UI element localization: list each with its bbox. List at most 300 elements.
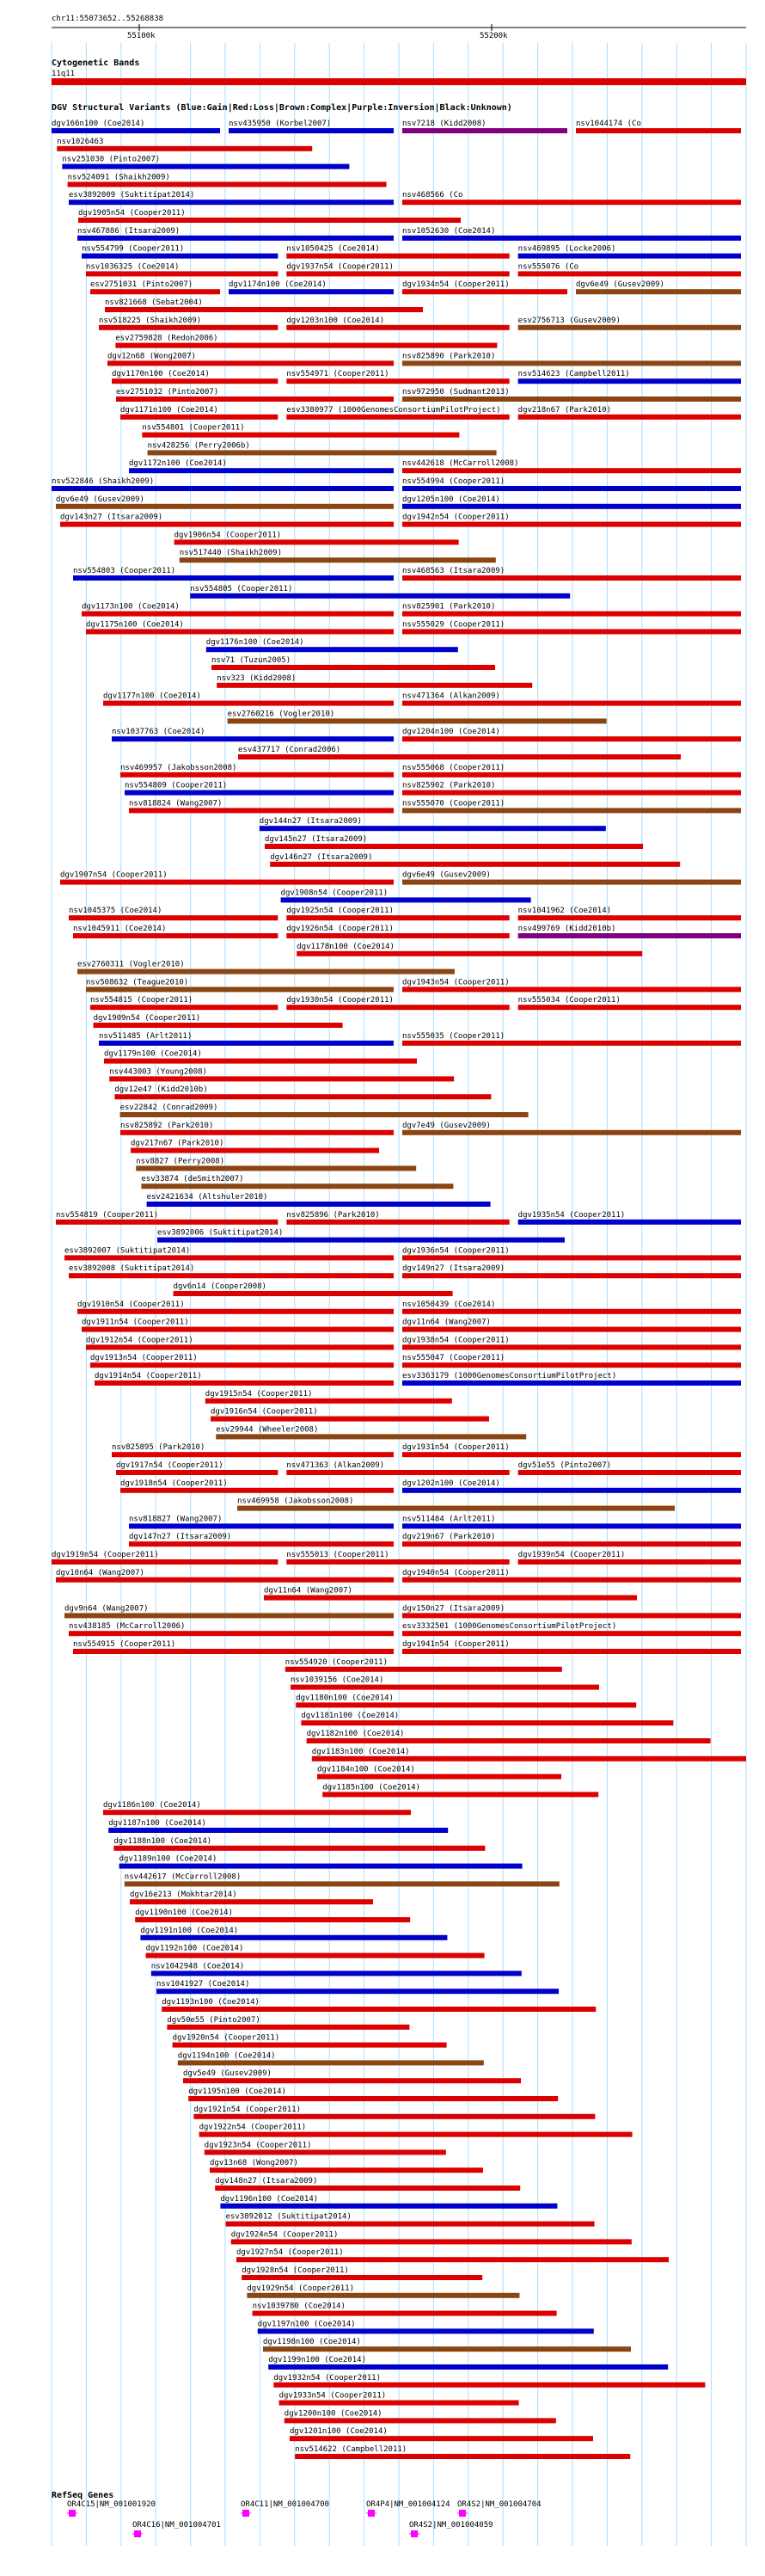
variant-label: dgv1906n54 (Cooper2011) <box>174 531 282 540</box>
variant-feature[interactable] <box>108 1819 448 1833</box>
variant-label: nsv71 (Tuzun2005) <box>211 656 291 665</box>
variant-label: dgv149n27 (Itsara2009) <box>402 1264 505 1274</box>
variant-feature[interactable] <box>253 2302 557 2316</box>
variant-feature[interactable] <box>312 1748 746 1761</box>
variant-label: dgv1910n54 (Cooper2011) <box>77 1300 185 1309</box>
variant-feature[interactable] <box>190 585 570 599</box>
variant-feature[interactable] <box>73 925 278 938</box>
variant-feature[interactable] <box>73 1640 394 1654</box>
variant-feature[interactable] <box>86 620 394 634</box>
variant-feature[interactable] <box>291 1676 599 1690</box>
variant-label: dgv145n27 (Itsara2009) <box>265 835 368 844</box>
variant-label: nsv514623 (Campbell2011) <box>517 370 630 379</box>
variant-feature[interactable] <box>402 1640 741 1654</box>
variant-bar <box>86 987 394 992</box>
variant-label: nsv1045375 (Coe2014) <box>69 907 162 916</box>
variant-feature[interactable] <box>286 317 509 330</box>
variant-bar <box>162 2007 596 2012</box>
variant-feature[interactable] <box>69 1622 394 1636</box>
variant-feature[interactable] <box>402 477 741 491</box>
variant-feature[interactable] <box>307 1730 711 1743</box>
variant-bar <box>114 1094 491 1099</box>
variant-feature[interactable] <box>402 978 741 992</box>
variant-feature[interactable] <box>114 1085 491 1099</box>
variant-label: nsv554920 (Cooper2011) <box>285 1657 389 1667</box>
position-label: chr11:55073652..55268838 <box>52 15 164 23</box>
variant-feature[interactable] <box>402 120 567 133</box>
variant-feature[interactable] <box>285 1658 562 1672</box>
variant-label: nsv555013 (Cooper2011) <box>286 1551 389 1559</box>
variant-feature[interactable] <box>518 317 741 330</box>
variant-feature[interactable] <box>69 191 394 205</box>
variant-feature[interactable] <box>402 459 741 473</box>
variant-feature[interactable] <box>402 227 741 241</box>
variant-feature[interactable] <box>286 925 509 938</box>
variant-bar <box>518 933 741 938</box>
variant-feature[interactable] <box>518 907 741 920</box>
variant-label: dgv1938n54 (Cooper2011) <box>402 1336 510 1345</box>
variant-feature[interactable] <box>216 1425 526 1439</box>
variant-bar <box>402 1577 741 1583</box>
variant-feature[interactable] <box>301 1712 673 1725</box>
variant-feature[interactable] <box>296 1694 636 1707</box>
variant-feature[interactable] <box>402 1372 741 1386</box>
cytoband-label: 11q11 <box>52 70 76 78</box>
variant-feature[interactable] <box>151 1962 522 1976</box>
variant-feature[interactable] <box>205 2141 446 2155</box>
variant-feature[interactable] <box>264 1587 637 1601</box>
variant-label: nsv972950 (Sudmant2013) <box>402 388 510 397</box>
variant-bar <box>402 236 741 241</box>
cytoband-bar[interactable] <box>52 78 746 85</box>
variant-feature[interactable] <box>402 1032 741 1046</box>
variant-bar <box>285 2418 556 2423</box>
variant-label: dgv1187n100 (Coe2014) <box>108 1819 206 1828</box>
variant-bar <box>576 128 741 133</box>
variant-feature[interactable] <box>263 2338 631 2352</box>
variant-label: dgv6e49 (Gusev2009) <box>402 870 491 880</box>
variant-feature[interactable] <box>286 1461 509 1475</box>
variant-feature[interactable] <box>77 961 455 974</box>
variant-feature[interactable] <box>286 996 509 1010</box>
variant-feature[interactable] <box>205 1390 452 1404</box>
variant-feature[interactable] <box>115 335 497 348</box>
variant-feature[interactable] <box>120 764 394 778</box>
variant-feature[interactable] <box>290 2427 593 2441</box>
ruler-tick-label: 55100k <box>127 32 156 40</box>
variant-feature[interactable] <box>286 245 509 259</box>
variant-feature[interactable] <box>402 567 741 581</box>
variant-bar <box>402 1130 741 1135</box>
variant-label: dgv1194n100 (Coe2014) <box>177 2051 276 2061</box>
variant-feature[interactable] <box>78 209 461 223</box>
variant-feature[interactable] <box>82 1319 394 1332</box>
variant-bar <box>112 736 394 741</box>
variant-label: dgv1907n54 (Cooper2011) <box>60 870 168 880</box>
variant-bar <box>206 647 458 652</box>
variant-feature[interactable] <box>402 1622 741 1636</box>
variant-label: esv2751031 (Pinto2007) <box>90 280 193 290</box>
variant-label: dgv1939n54 (Cooper2011) <box>517 1551 626 1559</box>
variant-bar <box>86 629 394 634</box>
variant-bar <box>402 1380 741 1386</box>
variant-label: dgv11n64 (Wang2007) <box>264 1586 352 1595</box>
variant-feature[interactable] <box>402 692 741 706</box>
refseq-track-title: RefSeq Genes <box>52 2491 114 2500</box>
variant-feature[interactable] <box>231 2230 632 2244</box>
variant-feature[interactable] <box>402 1515 741 1528</box>
variant-feature[interactable] <box>237 1497 675 1511</box>
variant-feature[interactable] <box>82 245 278 259</box>
variant-feature[interactable] <box>286 406 509 420</box>
variant-bar <box>237 1506 675 1511</box>
variant-feature[interactable] <box>322 1783 598 1797</box>
variant-label: dgv1170n100 (Coe2014) <box>112 370 210 379</box>
gene-feature[interactable] <box>457 2500 542 2517</box>
variant-label: dgv1941n54 (Cooper2011) <box>402 1640 510 1649</box>
variant-feature[interactable] <box>402 191 741 205</box>
variant-bar <box>518 378 741 384</box>
variant-label: nsv467886 (Itsara2009) <box>77 226 181 236</box>
variant-feature[interactable] <box>125 782 394 796</box>
variant-bar <box>69 1631 394 1636</box>
variant-feature[interactable] <box>129 1515 394 1528</box>
variant-feature[interactable] <box>77 227 394 241</box>
variant-feature[interactable] <box>238 746 681 759</box>
variant-feature[interactable] <box>69 1264 394 1278</box>
variant-label: dgv5e49 (Gusev2009) <box>183 2069 272 2079</box>
variant-feature[interactable] <box>140 1927 447 1940</box>
variant-feature[interactable] <box>518 1551 741 1565</box>
variant-feature[interactable] <box>157 1229 565 1243</box>
variant-label: nsv1039780 (Coe2014) <box>252 2302 346 2311</box>
variant-feature[interactable] <box>131 1140 379 1153</box>
variant-feature[interactable] <box>180 549 496 563</box>
variant-label: esv3892006 (Suktitipat2014) <box>157 1228 284 1238</box>
variant-feature[interactable] <box>215 2177 520 2191</box>
variant-feature[interactable] <box>94 1014 343 1028</box>
variant-feature[interactable] <box>60 513 394 527</box>
variant-feature[interactable] <box>265 835 643 849</box>
variant-feature[interactable] <box>402 1533 741 1546</box>
variant-label: esv3332501 (1000GenomesConsortiumPilotProject) <box>402 1622 617 1632</box>
variant-feature[interactable] <box>129 1533 394 1546</box>
variant-feature[interactable] <box>136 1157 416 1171</box>
variant-feature[interactable] <box>90 996 278 1010</box>
variant-feature[interactable] <box>52 477 394 491</box>
variant-feature[interactable] <box>174 531 459 544</box>
variant-bar <box>247 2293 519 2298</box>
variant-bar <box>402 629 741 634</box>
variant-feature[interactable] <box>129 799 394 813</box>
variant-bar <box>140 1935 447 1940</box>
gene-feature[interactable] <box>241 2500 329 2517</box>
variant-feature[interactable] <box>86 1336 394 1349</box>
variant-label: nsv554915 (Cooper2011) <box>73 1640 176 1649</box>
variant-feature[interactable] <box>285 2409 556 2423</box>
variant-bar <box>120 772 394 778</box>
variant-feature[interactable] <box>68 173 387 187</box>
variant-feature[interactable] <box>402 1604 741 1618</box>
variant-label: dgv1913n54 (Cooper2011) <box>90 1354 198 1363</box>
variant-label: nsv1050425 (Coe2014) <box>286 244 380 254</box>
variant-feature[interactable] <box>402 728 741 741</box>
variant-feature[interactable] <box>229 280 394 294</box>
variant-feature[interactable] <box>167 2016 409 2030</box>
variant-label: dgv1184n100 (Coe2014) <box>317 1765 415 1774</box>
variant-feature[interactable] <box>518 406 741 420</box>
variant-feature[interactable] <box>576 120 741 133</box>
variant-feature[interactable] <box>193 2106 595 2119</box>
variant-feature[interactable] <box>119 1855 523 1869</box>
variant-feature[interactable] <box>210 2159 483 2173</box>
variant-bar <box>402 736 741 741</box>
variant-label: dgv1188n100 (Coe2014) <box>113 1836 212 1846</box>
variant-bar <box>264 1595 637 1601</box>
variant-feature[interactable] <box>402 1246 741 1260</box>
variant-feature[interactable] <box>107 352 394 366</box>
variant-feature[interactable] <box>402 1264 741 1278</box>
variant-feature[interactable] <box>99 1032 394 1046</box>
variant-feature[interactable] <box>286 370 509 384</box>
variant-label: nsv554809 (Cooper2011) <box>125 781 228 790</box>
variant-feature[interactable] <box>103 692 394 706</box>
variant-label: dgv1934n54 (Cooper2011) <box>402 280 510 290</box>
variant-feature[interactable] <box>226 2213 595 2227</box>
variant-feature[interactable] <box>120 406 278 420</box>
variant-feature[interactable] <box>211 656 495 670</box>
variant-feature[interactable] <box>116 388 394 402</box>
variant-feature[interactable] <box>99 317 278 330</box>
variant-label: dgv1943n54 (Cooper2011) <box>402 978 510 987</box>
variant-feature[interactable] <box>220 2195 557 2209</box>
variant-feature[interactable] <box>402 1569 741 1583</box>
gene-feature[interactable] <box>67 2500 156 2517</box>
variant-feature[interactable] <box>174 1282 453 1296</box>
variant-feature[interactable] <box>135 1909 410 1922</box>
variant-feature[interactable] <box>130 1891 373 1904</box>
variant-label: nsv825901 (Park2010) <box>402 602 496 612</box>
variant-label: dgv9n64 (Wang2007) <box>64 1604 149 1614</box>
variant-feature[interactable] <box>120 1479 394 1493</box>
variant-label: esv29944 (Wheeler2008) <box>216 1425 319 1435</box>
gene-feature[interactable] <box>409 2521 493 2537</box>
variant-feature[interactable] <box>518 925 741 938</box>
variant-feature[interactable] <box>402 388 741 402</box>
variant-bar <box>146 1953 485 1958</box>
variant-feature[interactable] <box>56 1211 278 1225</box>
variant-feature[interactable] <box>90 1354 394 1368</box>
variant-feature[interactable] <box>402 871 741 885</box>
gene-label: OR4S2|NM_001004059 <box>409 2521 493 2530</box>
variant-feature[interactable] <box>147 1193 491 1207</box>
variant-bar <box>56 1220 278 1225</box>
variant-bar <box>518 325 741 330</box>
variant-feature[interactable] <box>402 620 741 634</box>
variant-feature[interactable] <box>103 1801 411 1815</box>
variant-feature[interactable] <box>402 1122 741 1135</box>
variant-feature[interactable] <box>57 138 312 151</box>
variant-label: dgv1177n100 (Coe2014) <box>103 692 201 701</box>
variant-feature[interactable] <box>60 871 394 885</box>
variant-bar <box>77 969 455 974</box>
variant-feature[interactable] <box>402 1354 741 1368</box>
variant-bar <box>286 1220 509 1225</box>
variant-feature[interactable] <box>402 1336 741 1349</box>
variant-feature[interactable] <box>518 370 741 384</box>
variant-bar <box>215 2186 520 2191</box>
variant-feature[interactable] <box>52 120 220 133</box>
variant-label: nsv555070 (Cooper2011) <box>402 799 505 808</box>
variant-feature[interactable] <box>247 2284 519 2298</box>
variant-feature[interactable] <box>113 1837 485 1851</box>
variant-feature[interactable] <box>112 728 394 741</box>
variant-bar <box>112 378 278 384</box>
variant-bar <box>270 862 680 867</box>
variant-feature[interactable] <box>104 1050 417 1064</box>
variant-feature[interactable] <box>576 280 741 294</box>
variant-bar <box>229 289 394 294</box>
variant-feature[interactable] <box>295 2445 630 2459</box>
variant-feature[interactable] <box>95 1372 394 1386</box>
variant-feature[interactable] <box>112 370 278 384</box>
variant-feature[interactable] <box>77 1300 394 1314</box>
variant-bar <box>190 593 570 599</box>
variant-feature[interactable] <box>199 2124 633 2137</box>
variant-feature[interactable] <box>52 1551 278 1565</box>
variant-feature[interactable] <box>105 298 423 312</box>
variant-feature[interactable] <box>156 1980 559 1994</box>
variant-label: dgv1916n54 (Cooper2011) <box>211 1407 318 1417</box>
variant-label: dgv1205n100 (Coe2014) <box>402 495 500 504</box>
variant-feature[interactable] <box>402 1479 741 1493</box>
variant-label: nsv435950 (Korbel2007) <box>229 120 332 128</box>
variant-feature[interactable] <box>211 1408 489 1422</box>
variant-feature[interactable] <box>281 888 531 902</box>
variant-label: dgv1918n54 (Cooper2011) <box>120 1479 228 1488</box>
variant-feature[interactable] <box>402 495 741 509</box>
variant-feature[interactable] <box>260 817 606 831</box>
variant-label: dgv1921n54 (Cooper2011) <box>193 2105 302 2114</box>
variant-feature[interactable] <box>162 1998 596 2012</box>
variant-feature[interactable] <box>112 1443 394 1457</box>
variant-feature[interactable] <box>402 1300 741 1314</box>
variant-bar <box>402 808 741 813</box>
variant-label: esv2760311 (Vogler2010) <box>77 960 185 969</box>
variant-bar <box>402 1488 741 1493</box>
variant-feature[interactable] <box>242 2266 482 2280</box>
variant-bar <box>286 415 509 420</box>
variant-feature[interactable] <box>206 638 458 652</box>
variant-feature[interactable] <box>402 764 741 778</box>
variant-feature[interactable] <box>73 567 394 581</box>
variant-feature[interactable] <box>129 459 394 473</box>
variant-label: dgv148n27 (Itsara2009) <box>215 2177 318 2186</box>
variant-label: dgv1937n54 (Cooper2011) <box>286 262 394 272</box>
variant-label: nsv323 (Kidd2008) <box>217 673 297 683</box>
variant-feature[interactable] <box>62 156 349 169</box>
variant-bar <box>120 415 278 420</box>
variant-bar <box>115 343 497 348</box>
variant-label: dgv1909n54 (Cooper2011) <box>93 1014 201 1023</box>
variant-feature[interactable] <box>120 1104 529 1117</box>
variant-feature[interactable] <box>142 424 459 438</box>
variant-feature[interactable] <box>402 799 741 813</box>
variant-feature[interactable] <box>141 1175 453 1189</box>
variant-label: dgv1915n54 (Cooper2011) <box>205 1389 313 1399</box>
variant-feature[interactable] <box>69 907 278 920</box>
variant-bar <box>296 1702 636 1707</box>
variant-feature[interactable] <box>402 782 741 796</box>
variant-feature[interactable] <box>148 441 497 455</box>
variant-feature[interactable] <box>518 245 741 259</box>
variant-feature[interactable] <box>120 1122 394 1135</box>
variant-feature[interactable] <box>125 1872 560 1886</box>
variant-feature[interactable] <box>286 1551 509 1565</box>
variant-bar <box>253 2311 557 2316</box>
variant-feature[interactable] <box>402 513 741 527</box>
variant-feature[interactable] <box>273 2374 705 2388</box>
variant-feature[interactable] <box>402 280 567 294</box>
variant-feature[interactable] <box>217 674 532 688</box>
variant-feature[interactable] <box>86 978 394 992</box>
gene-feature[interactable] <box>132 2521 221 2537</box>
variant-feature[interactable] <box>518 1211 741 1225</box>
variant-label: esv33874 (deSmith2007) <box>141 1175 244 1184</box>
variant-feature[interactable] <box>518 262 741 276</box>
variant-bar <box>129 1541 394 1546</box>
variant-feature[interactable] <box>297 943 642 956</box>
variant-feature[interactable] <box>178 2051 484 2065</box>
variant-bar <box>518 1005 741 1010</box>
variant-feature[interactable] <box>173 2034 447 2048</box>
variant-feature[interactable] <box>286 1211 509 1225</box>
variant-bar <box>210 2167 483 2173</box>
gene-feature[interactable] <box>366 2500 450 2517</box>
variant-feature[interactable] <box>236 2248 669 2262</box>
variant-feature[interactable] <box>402 352 741 366</box>
dgv-track-title: DGV Structural Variants (Blue:Gain|Red:Loss|Brown:Complex|Purple:Inversion|Black:Unknown) <box>52 103 512 113</box>
variant-feature[interactable] <box>402 1319 741 1332</box>
variant-feature[interactable] <box>82 603 394 617</box>
variant-feature[interactable] <box>228 710 607 723</box>
variant-feature[interactable] <box>402 603 741 617</box>
variant-feature[interactable] <box>90 280 220 294</box>
variant-feature[interactable] <box>518 1461 741 1475</box>
variant-bar <box>402 486 741 491</box>
variant-bar <box>188 2096 558 2101</box>
variant-bar <box>199 2132 633 2137</box>
variant-feature[interactable] <box>86 262 278 276</box>
variant-feature[interactable] <box>270 853 680 867</box>
variant-label: nsv825892 (Park2010) <box>120 1121 214 1130</box>
variant-feature[interactable] <box>64 1246 394 1260</box>
variant-feature[interactable] <box>286 262 509 276</box>
variant-feature[interactable] <box>116 1461 278 1475</box>
variant-feature[interactable] <box>402 1443 741 1457</box>
variant-feature[interactable] <box>317 1766 561 1780</box>
variant-bar <box>402 1327 741 1332</box>
variant-feature[interactable] <box>229 120 394 133</box>
variant-feature[interactable] <box>518 996 741 1010</box>
variant-feature[interactable] <box>109 1067 454 1081</box>
variant-feature[interactable] <box>286 907 509 920</box>
variant-feature[interactable] <box>183 2069 521 2083</box>
variant-feature[interactable] <box>258 2320 594 2333</box>
variant-feature[interactable] <box>64 1604 394 1618</box>
variant-bar <box>90 1362 394 1368</box>
variant-bar <box>82 254 278 259</box>
